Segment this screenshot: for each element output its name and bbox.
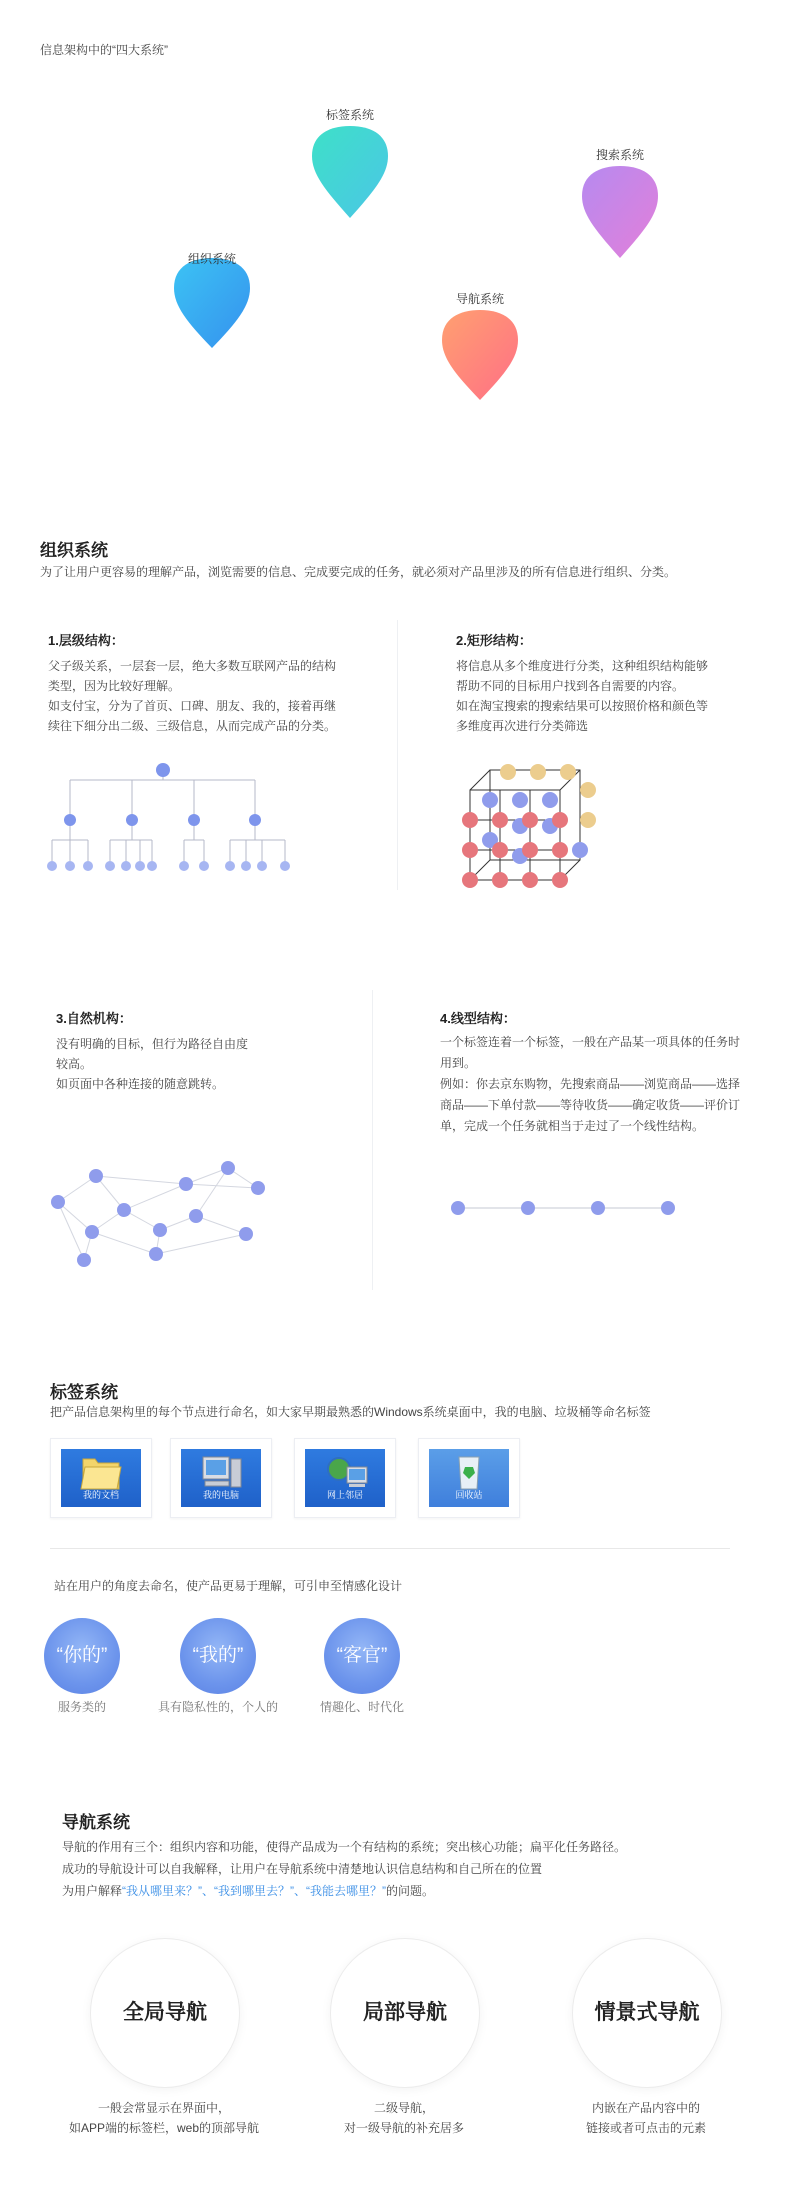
org-title: 组织系统	[40, 541, 108, 560]
desktop-icon-bg	[61, 1449, 141, 1507]
nav-caption-line: 一般会常显示在界面中，	[97, 2101, 230, 2115]
hier-line: 续往下细分出二级、三级信息，从而完成产品的分类。	[48, 719, 337, 733]
nav-caption-line: 二级导航，	[373, 2101, 434, 2115]
hier-line: 类型，因为比较好理解。	[48, 679, 181, 693]
nav-caption-line: 链接或者可点击的元素	[585, 2121, 706, 2135]
nav-circle-global: 全局导航	[90, 1938, 240, 2088]
hier-line: 如支付宝，分为了首页、口碑、朋友、我的，接着再继	[48, 699, 337, 713]
balloon-chart	[0, 90, 800, 490]
bubble-caption-yours: 服务类的	[57, 1700, 106, 1714]
bubble-guest: “客官”	[324, 1618, 400, 1694]
bubble-mine: “我的”	[180, 1618, 256, 1694]
nav-desc-post: 的问题。	[386, 1884, 435, 1898]
hier-title: 1.层级结构：	[48, 633, 124, 648]
matrix-diagram	[450, 760, 620, 890]
icon-caption: 网上邻居	[326, 1490, 363, 1500]
nav-caption-line: 对一级导航的补充居多	[343, 2121, 464, 2135]
nav-desc-pre: 为用户解释	[62, 1884, 123, 1898]
natural-line: 没有明确的目标，但行为路径自由度	[56, 1037, 249, 1051]
page-title: 信息架构中的“四大系统”	[40, 43, 168, 57]
matrix-line: 将信息从多个维度进行分类，这种组织结构能够	[456, 659, 709, 673]
org-divider-2	[372, 990, 373, 1290]
matrix-line: 多维度再次进行分类筛选	[456, 719, 589, 733]
balloon-label-tag: 标签系统	[325, 108, 374, 122]
icon-caption: 我的文档	[82, 1490, 119, 1500]
balloon-tag-system	[312, 126, 388, 476]
nav-desc	[62, 1836, 782, 1902]
nav-caption-line: 内嵌在产品内容中的	[591, 2101, 700, 2115]
matrix-line: 帮助不同的目标用户找到各自需要的内容。	[456, 679, 685, 693]
nav-desc-line: 成功的导航设计可以自我解释，让用户在导航系统中清楚地认识信息结构和自己所在的位置	[62, 1862, 543, 1876]
nav-circle-contextual: 情景式导航	[572, 1938, 722, 2088]
natural-text	[56, 1034, 356, 1094]
nav-caption-local	[284, 2098, 524, 2138]
bubble-caption-guest: 情趣化、时代化	[319, 1700, 404, 1714]
bubble-caption-mine: 具有隐私性的，个人的	[157, 1700, 278, 1714]
balloon-label-nav: 导航系统	[455, 292, 504, 306]
balloon-search-system	[582, 166, 658, 476]
org-divider-1	[397, 620, 398, 890]
natural-diagram	[40, 1150, 280, 1290]
nav-caption-line: 如APP端的标签栏，web的顶部导航	[68, 2121, 260, 2135]
desktop-icon-card-network[interactable]	[294, 1438, 396, 1518]
hier-line: 父子级关系，一层套一层，绝大多数互联网产品的结构	[48, 659, 337, 673]
matrix-title: 2.矩形结构：	[456, 633, 532, 648]
bubble-yours: “你的”	[44, 1618, 120, 1694]
desktop-icon-bg	[181, 1449, 261, 1507]
natural-title: 3.自然机构：	[56, 1011, 132, 1026]
linear-line: 例如：你去京东购物，先搜索商品——浏览商品——选择	[440, 1077, 741, 1091]
matrix-text	[456, 656, 776, 736]
linear-line: 用到。	[440, 1056, 477, 1070]
nav-title: 导航系统	[62, 1813, 130, 1832]
hierarchy-diagram	[40, 758, 300, 878]
natural-line: 较高。	[56, 1057, 93, 1071]
linear-diagram	[440, 1196, 690, 1220]
desktop-icon-bg	[429, 1449, 509, 1507]
tags-desc: 把产品信息架构里的每个节点进行命名，如大家早期最熟悉的Windows系统桌面中，我的电脑、垃圾桶等命名标签	[50, 1405, 651, 1419]
desktop-icon-bg	[305, 1449, 385, 1507]
matrix-line: 如在淘宝搜索的搜索结果可以按照价格和颜色等	[456, 699, 709, 713]
linear-title: 4.线型结构：	[440, 1011, 516, 1026]
linear-line: 一个标签连着一个标签，一般在产品某一项具体的任务时	[440, 1035, 741, 1049]
emotion-desc: 站在用户的角度去命名，使产品更易于理解，可引申至情感化设计	[54, 1579, 403, 1593]
icon-caption: 回收站	[455, 1490, 483, 1500]
nav-desc-line: 导航的作用有三个：组织内容和功能，使得产品成为一个有结构的系统；突出核心功能；扁平化任务路径。	[62, 1840, 627, 1854]
desktop-icon-card-recycle-bin[interactable]	[418, 1438, 520, 1518]
linear-line: 商品——下单付款——等待收货——确定收货——评价订	[440, 1098, 741, 1112]
nav-caption-contextual	[526, 2098, 766, 2138]
nav-circle-local: 局部导航	[330, 1938, 480, 2088]
linear-text	[440, 1032, 780, 1137]
natural-line: 如页面中各种连接的随意跳转。	[56, 1077, 225, 1091]
desktop-icon-card-computer[interactable]	[170, 1438, 272, 1518]
hier-text	[48, 656, 368, 736]
balloon-org-system	[174, 258, 250, 476]
tags-divider	[50, 1548, 730, 1549]
balloon-nav-system	[442, 310, 518, 476]
balloon-label-search: 搜索系统	[595, 148, 644, 162]
org-desc: 为了让用户更容易的理解产品，浏览需要的信息、完成要完成的任务，就必须对产品里涉及的所有信息进行组织、分类。	[40, 565, 677, 579]
linear-line: 单，完成一个任务就相当于走过了一个线性结构。	[440, 1119, 705, 1133]
nav-desc-highlight: “我从哪里来？”、“我到哪里去？”、“我能去哪里？”	[122, 1884, 386, 1898]
nav-caption-global	[44, 2098, 284, 2138]
desktop-icon-card-documents[interactable]	[50, 1438, 152, 1518]
nav-desc-line-3	[62, 1880, 782, 1902]
icon-caption: 我的电脑	[202, 1490, 239, 1500]
balloon-label-org: 组织系统	[187, 252, 236, 266]
tags-title: 标签系统	[50, 1383, 118, 1402]
